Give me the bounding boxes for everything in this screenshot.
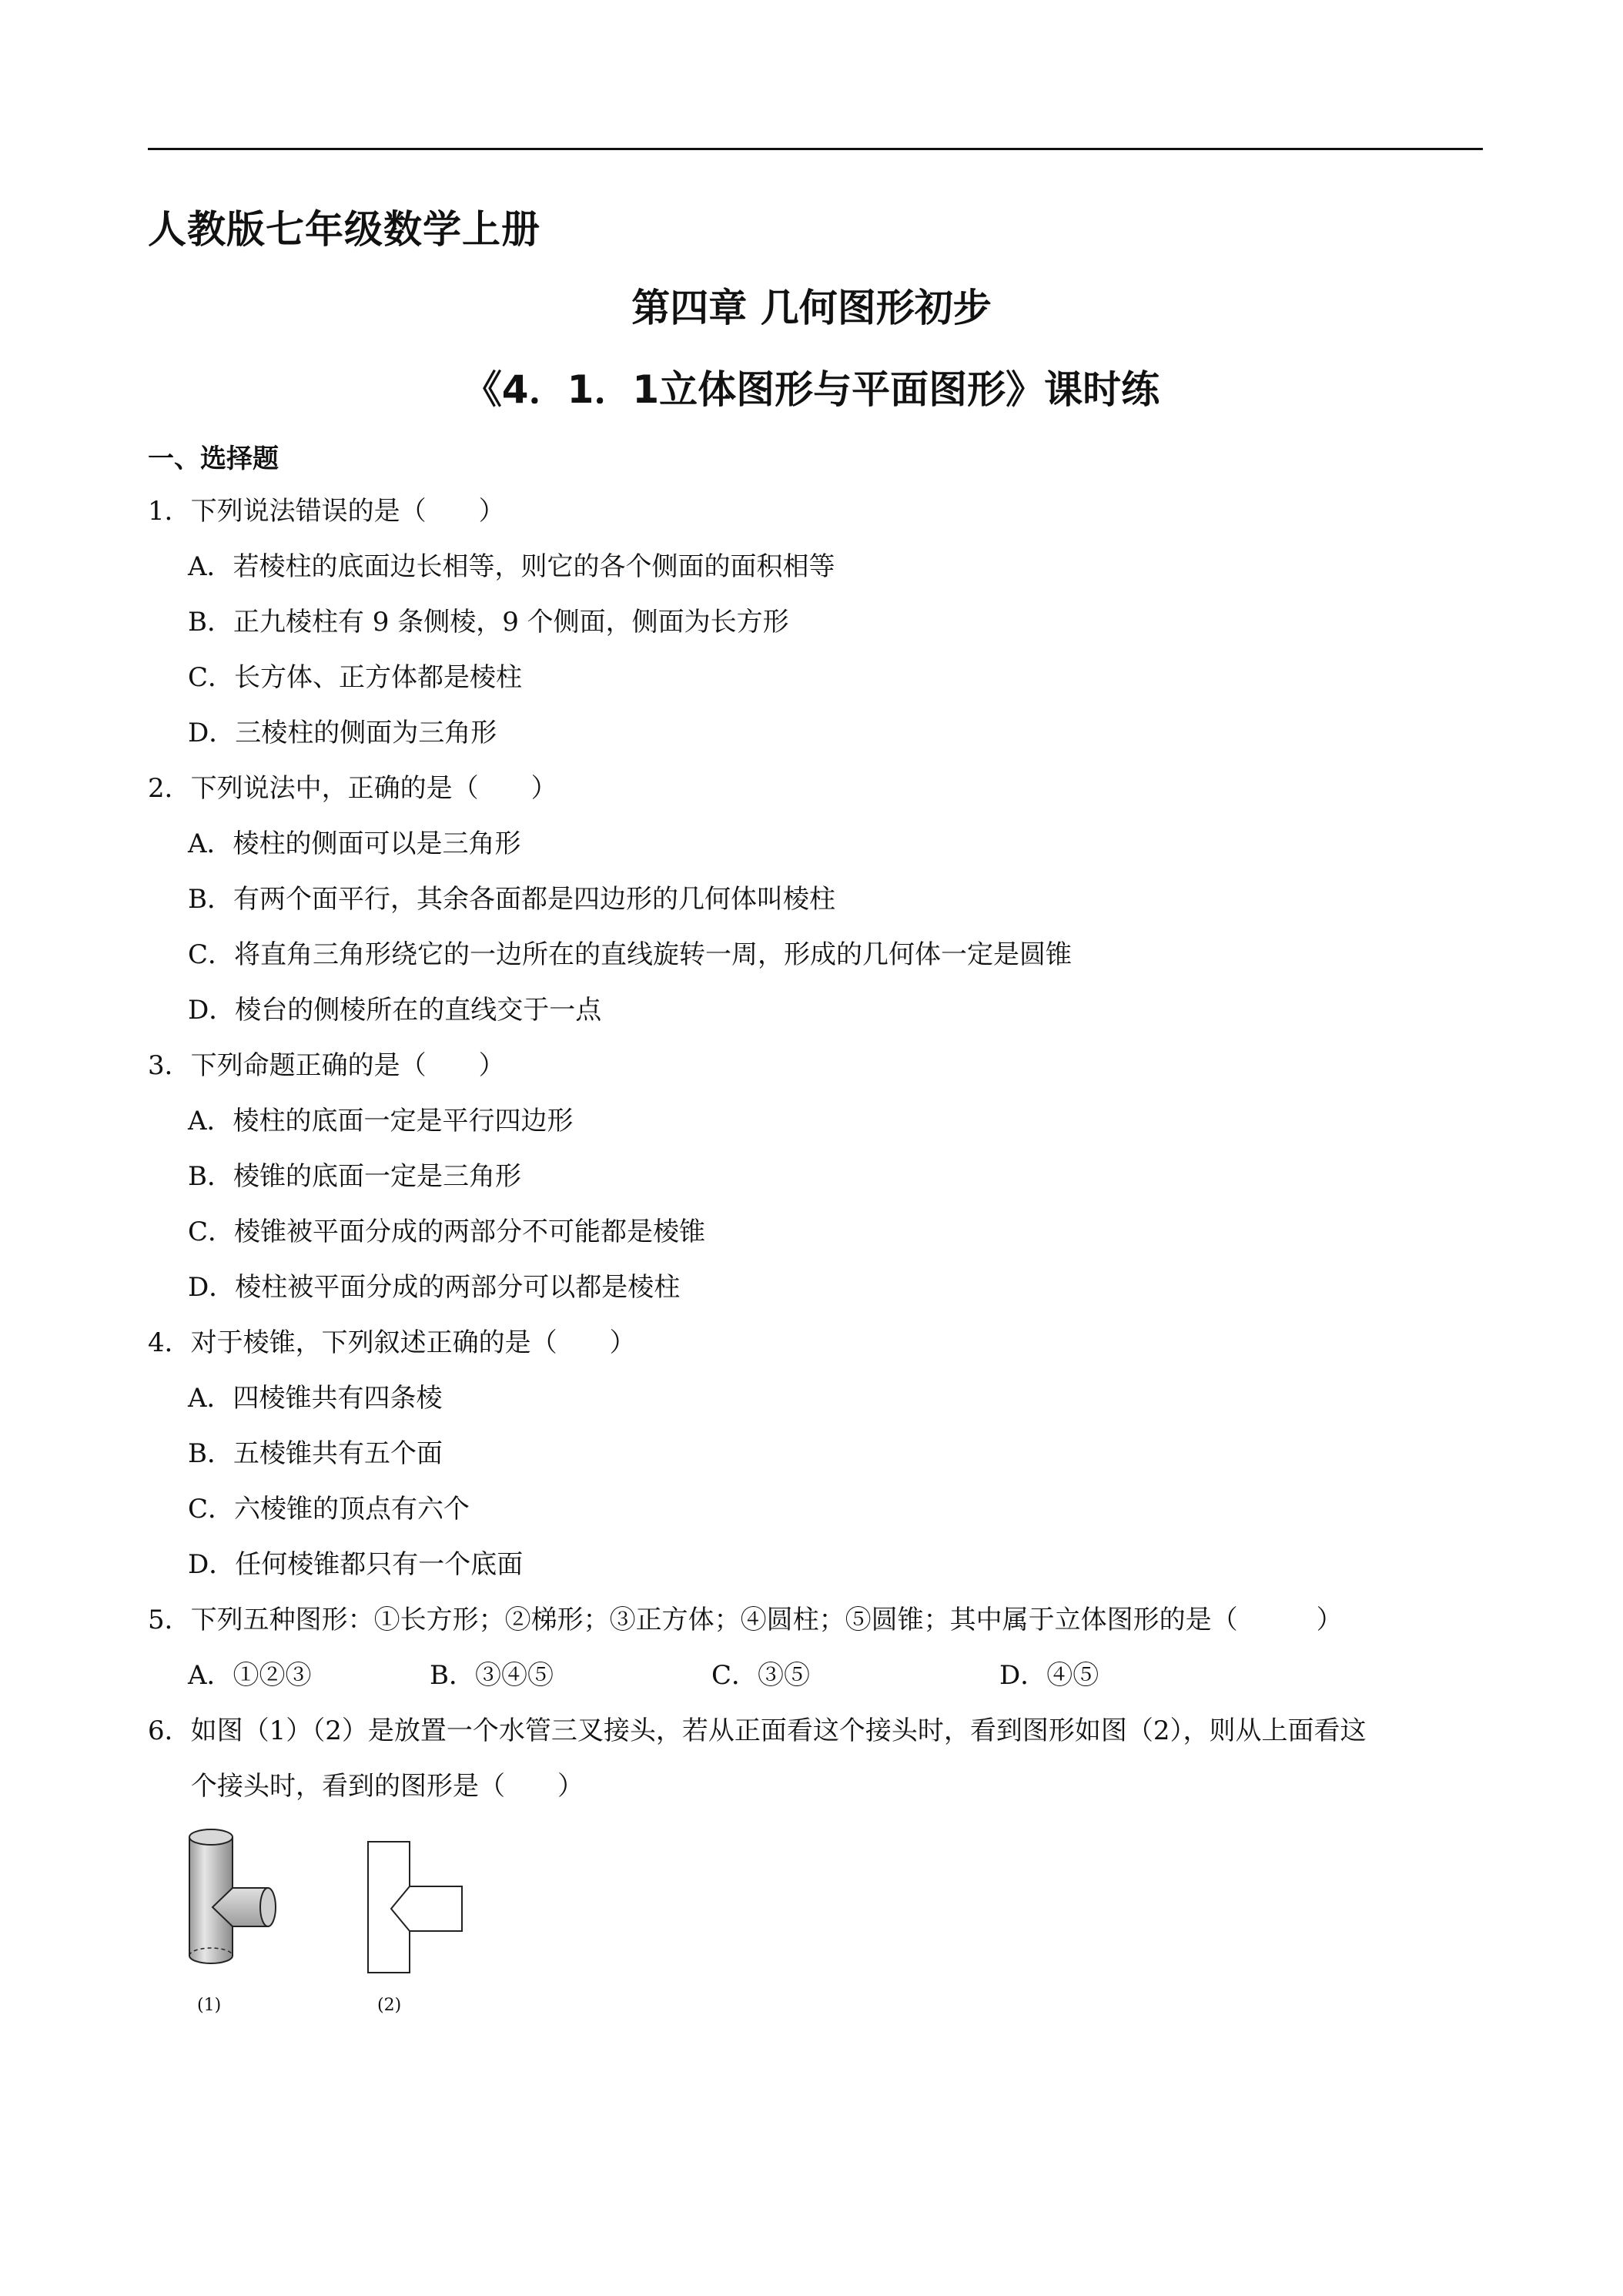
question-1-option-d: D．三棱柱的侧面为三角形 [188,718,497,748]
question-3-stem: 3．下列命题正确的是（ ） [148,1050,505,1081]
question-6-stem-line-2: 个接头时，看到的图形是（ ） [191,1771,584,1802]
question-3-option-a: A．棱柱的底面一定是平行四边形 [188,1106,574,1136]
question-4-option-a: A．四棱锥共有四条棱 [188,1383,443,1414]
question-2-option-c: C．将直角三角形绕它的一边所在的直线旋转一周，形成的几何体一定是圆锥 [188,939,1073,970]
question-3-option-d: D．棱柱被平面分成的两部分可以都是棱柱 [188,1272,681,1303]
section-title: 一、选择题 [148,443,279,474]
question-2-option-d: D．棱台的侧棱所在的直线交于一点 [188,995,602,1026]
question-4-option-c: C．六棱锥的顶点有六个 [188,1494,470,1525]
book-title: 人教版七年级数学上册 [148,207,540,252]
question-2-option-b: B．有两个面平行，其余各面都是四边形的几何体叫棱柱 [188,884,835,915]
question-1-option-b: B．正九棱柱有 9 条侧棱，9 个侧面，侧面为长方形 [188,607,789,638]
question-4-stem: 4．对于棱锥，下列叙述正确的是（ ） [148,1327,636,1358]
figure-1-caption: (1) [197,1996,222,2015]
question-5-option-a: A．①②③ [188,1660,312,1691]
question-3-option-c: C．棱锥被平面分成的两部分不可能都是棱锥 [188,1217,706,1247]
header-rule [148,148,1483,150]
question-5-option-c: C．③⑤ [711,1660,811,1691]
question-5-option-d: D．④⑤ [999,1660,1099,1691]
question-1-option-c: C．长方体、正方体都是棱柱 [188,662,523,693]
question-4-option-d: D．任何棱锥都只有一个底面 [188,1549,524,1580]
question-1-stem: 1．下列说法错误的是（ ） [148,496,505,527]
figure-1-pipe-tee-3d [174,1825,282,1979]
question-6-stem-line-1: 6．如图（1）（2）是放置一个水管三叉接头，若从正面看这个接头时，看到图形如图（2），则从上面看这 [148,1715,1367,1746]
question-5-stem: 5．下列五种图形：①长方形；②梯形；③正方体；④圆柱；⑤圆锥；其中属于立体图形的是（ ） [148,1605,1343,1635]
question-2-option-a: A．棱柱的侧面可以是三角形 [188,828,521,859]
question-4-option-b: B．五棱锥共有五个面 [188,1438,443,1469]
question-5-option-b: B．③④⑤ [430,1660,554,1691]
figure-2-caption: (2) [377,1996,402,2015]
question-3-option-b: B．棱锥的底面一定是三角形 [188,1161,521,1192]
lesson-title: 《4．1．1立体图形与平面图形》课时练 [463,367,1160,412]
chapter-title: 第四章 几何图形初步 [631,286,992,330]
question-2-stem: 2．下列说法中，正确的是（ ） [148,773,557,804]
figure-2-pipe-tee-front-view [362,1840,470,1976]
question-1-option-a: A．若棱柱的底面边长相等，则它的各个侧面的面积相等 [188,551,835,582]
